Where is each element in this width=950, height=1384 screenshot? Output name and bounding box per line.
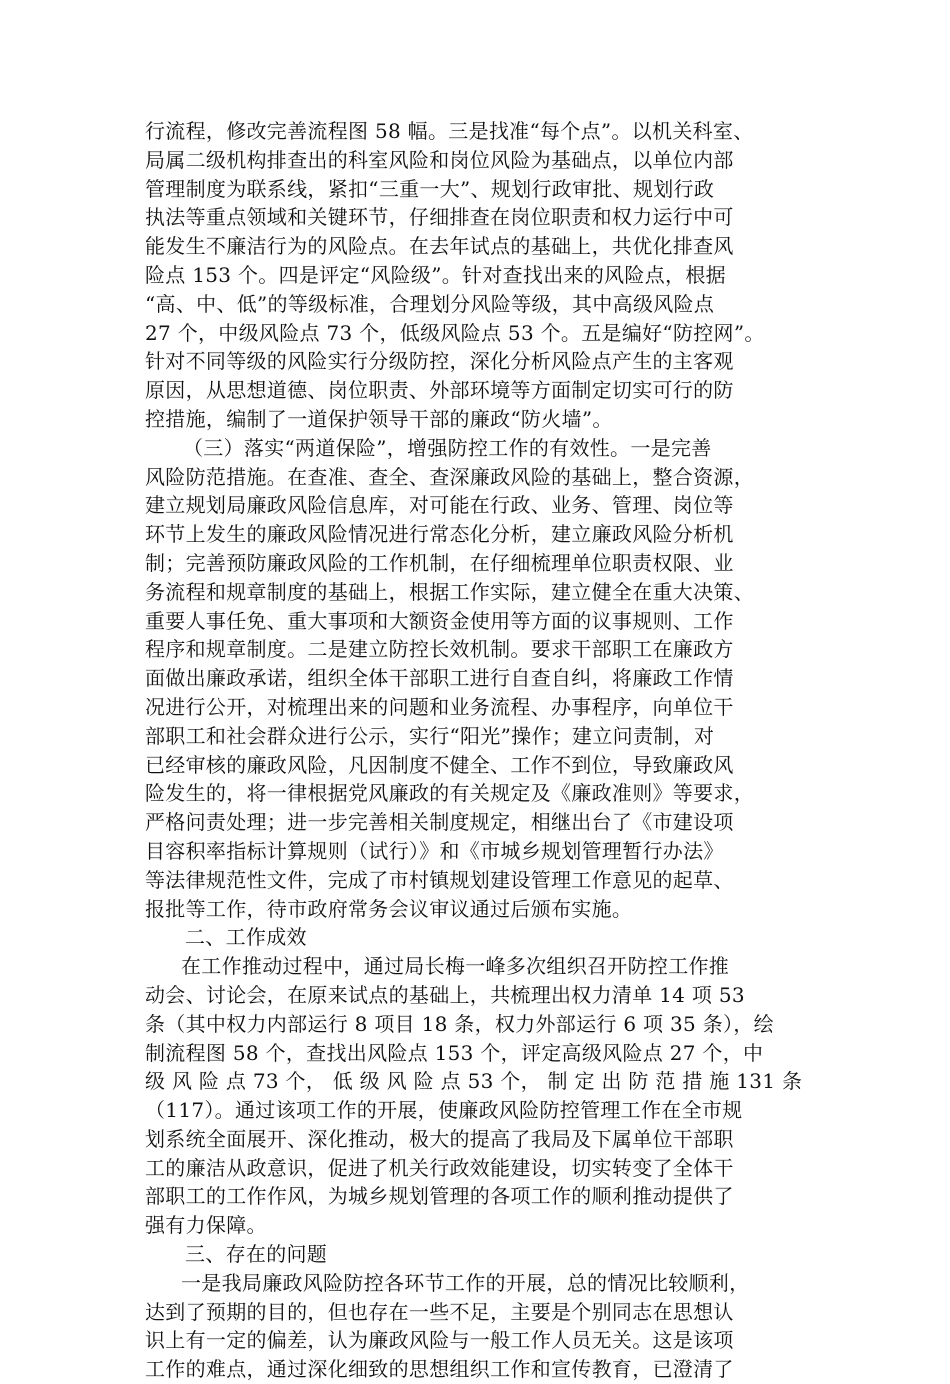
text-line: 划系统全面展开、深化推动，极大的提高了我局及下属单位干部职 — [145, 1126, 734, 1151]
text-line: 部职工的工作作风，为城乡规划管理的各项工作的顺利推动提供了 — [145, 1184, 734, 1209]
text-line: 建立规划局廉政风险信息库，对可能在行政、业务、管理、岗位等 — [145, 493, 734, 518]
text-line: 27 个，中级风险点 73 个，低级风险点 53 个。五是编好“防控网”。 — [145, 320, 765, 345]
text-line: 针对不同等级的风险实行分级防控，深化分析风险点产生的主客观 — [145, 349, 734, 374]
text-line: 工的廉洁从政意识，促进了机关行政效能建设，切实转变了全体干 — [145, 1155, 734, 1180]
text-line: 况进行公开，对梳理出来的问题和业务流程、办事程序，向单位干 — [145, 694, 734, 719]
text-line: 工作的难点，通过深化细致的思想组织工作和宣传教育，已澄清了 — [145, 1357, 734, 1382]
text-line: 动会、讨论会，在原来试点的基础上，共梳理出权力清单 14 项 53 — [145, 982, 745, 1007]
text-line: 严格问责处理；进一步完善相关制度规定，相继出台了《市建设项 — [145, 810, 734, 835]
text-line: （117）。通过该项工作的开展，使廉政风险防控管理工作在全市规 — [145, 1098, 743, 1123]
text-line: 风险防范措施。在查准、查全、查深廉政风险的基础上，整合资源， — [145, 464, 754, 489]
text-line: 识上有一定的偏差，认为廉政风险与一般工作人员无关。这是该项 — [145, 1328, 734, 1353]
text-line: 目容积率指标计算规则（试行）》和《市城乡规划管理暂行办法》 — [145, 838, 724, 863]
text-line: 能发生不廉洁行为的风险点。在去年试点的基础上，共优化排查风 — [145, 234, 734, 259]
paragraph-start: 一是我局廉政风险防控各环节工作的开展，总的情况比较顺利， — [181, 1270, 750, 1295]
text-line: 达到了预期的目的，但也存在一些不足，主要是个别同志在思想认 — [145, 1299, 734, 1324]
paragraph-start: （三）落实“两道保险”，增强防控工作的有效性。一是完善 — [183, 435, 712, 460]
document-body — [145, 117, 825, 1384]
text-line: “高、中、低”的等级标准，合理划分风险等级，其中高级风险点 — [145, 291, 715, 316]
text-line: 行流程，修改完善流程图 58 幅。三是找准“每个点”。以机关科室、 — [145, 119, 754, 143]
text-line: 险点 153 个。四是评定“风险级”。针对查找出来的风险点，根据 — [145, 262, 726, 287]
text-line: 环节上发生的廉政风险情况进行常态化分析，建立廉政风险分析机 — [145, 522, 734, 547]
paragraph-start: 在工作推动过程中，通过局长梅一峰多次组织召开防控工作推 — [181, 954, 730, 979]
text-line: 报批等工作，待市政府常务会议审议通过后颁布实施。 — [145, 896, 633, 921]
section-heading: 三、存在的问题 — [185, 1242, 328, 1267]
text-line: 等法律规范性文件，完成了市村镇规划建设管理工作意见的起草、 — [145, 867, 734, 892]
text-line: 制；完善预防廉政风险的工作机制，在仔细梳理单位职责权限、业 — [145, 550, 734, 575]
text-line: 制流程图 58 个，查找出风险点 153 个，评定高级风险点 27 个，中 — [145, 1040, 764, 1065]
text-line: 管理制度为联系线，紧扣“三重一大”、规划行政审批、规划行政 — [145, 176, 715, 201]
text-line: 条（其中权力内部运行 8 项目 18 条，权力外部运行 6 项 35 条），绘 — [145, 1011, 774, 1036]
text-line: 险发生的，将一律根据党风廉政的有关规定及《廉政准则》等要求， — [145, 781, 754, 806]
text-line: 程序和规章制度。二是建立防控长效机制。要求干部职工在廉政方 — [145, 637, 734, 662]
section-heading: 二、工作成效 — [185, 925, 307, 950]
text-line: 重要人事任免、重大事项和大额资金使用等方面的议事规则、工作 — [145, 608, 734, 633]
text-line: 部职工和社会群众进行公示，实行“阳光”操作；建立问责制，对 — [145, 723, 715, 748]
text-line: 务流程和规章制度的基础上，根据工作实际，建立健全在重大决策、 — [145, 579, 754, 604]
text-line: 原因，从思想道德、岗位职责、外部环境等方面制定切实可行的防 — [145, 378, 734, 403]
text-line: 已经审核的廉政风险，凡因制度不健全、工作不到位，导致廉政风 — [145, 752, 734, 777]
text-line: 强有力保障。 — [145, 1213, 267, 1238]
text-line: 面做出廉政承诺，组织全体干部职工进行自查自纠，将廉政工作情 — [145, 666, 734, 691]
text-line: 控措施，编制了一道保护领导干部的廉政“防火墙”。 — [145, 406, 613, 431]
text-line: 级 风 险 点 73 个， 低 级 风 险 点 53 个， 制 定 出 防 范 措 施 131 条 — [145, 1069, 803, 1094]
text-line: 局属二级机构排查出的科室风险和岗位风险为基础点，以单位内部 — [145, 147, 734, 172]
text-line: 执法等重点领域和关键环节，仔细排查在岗位职责和权力运行中可 — [145, 205, 734, 230]
